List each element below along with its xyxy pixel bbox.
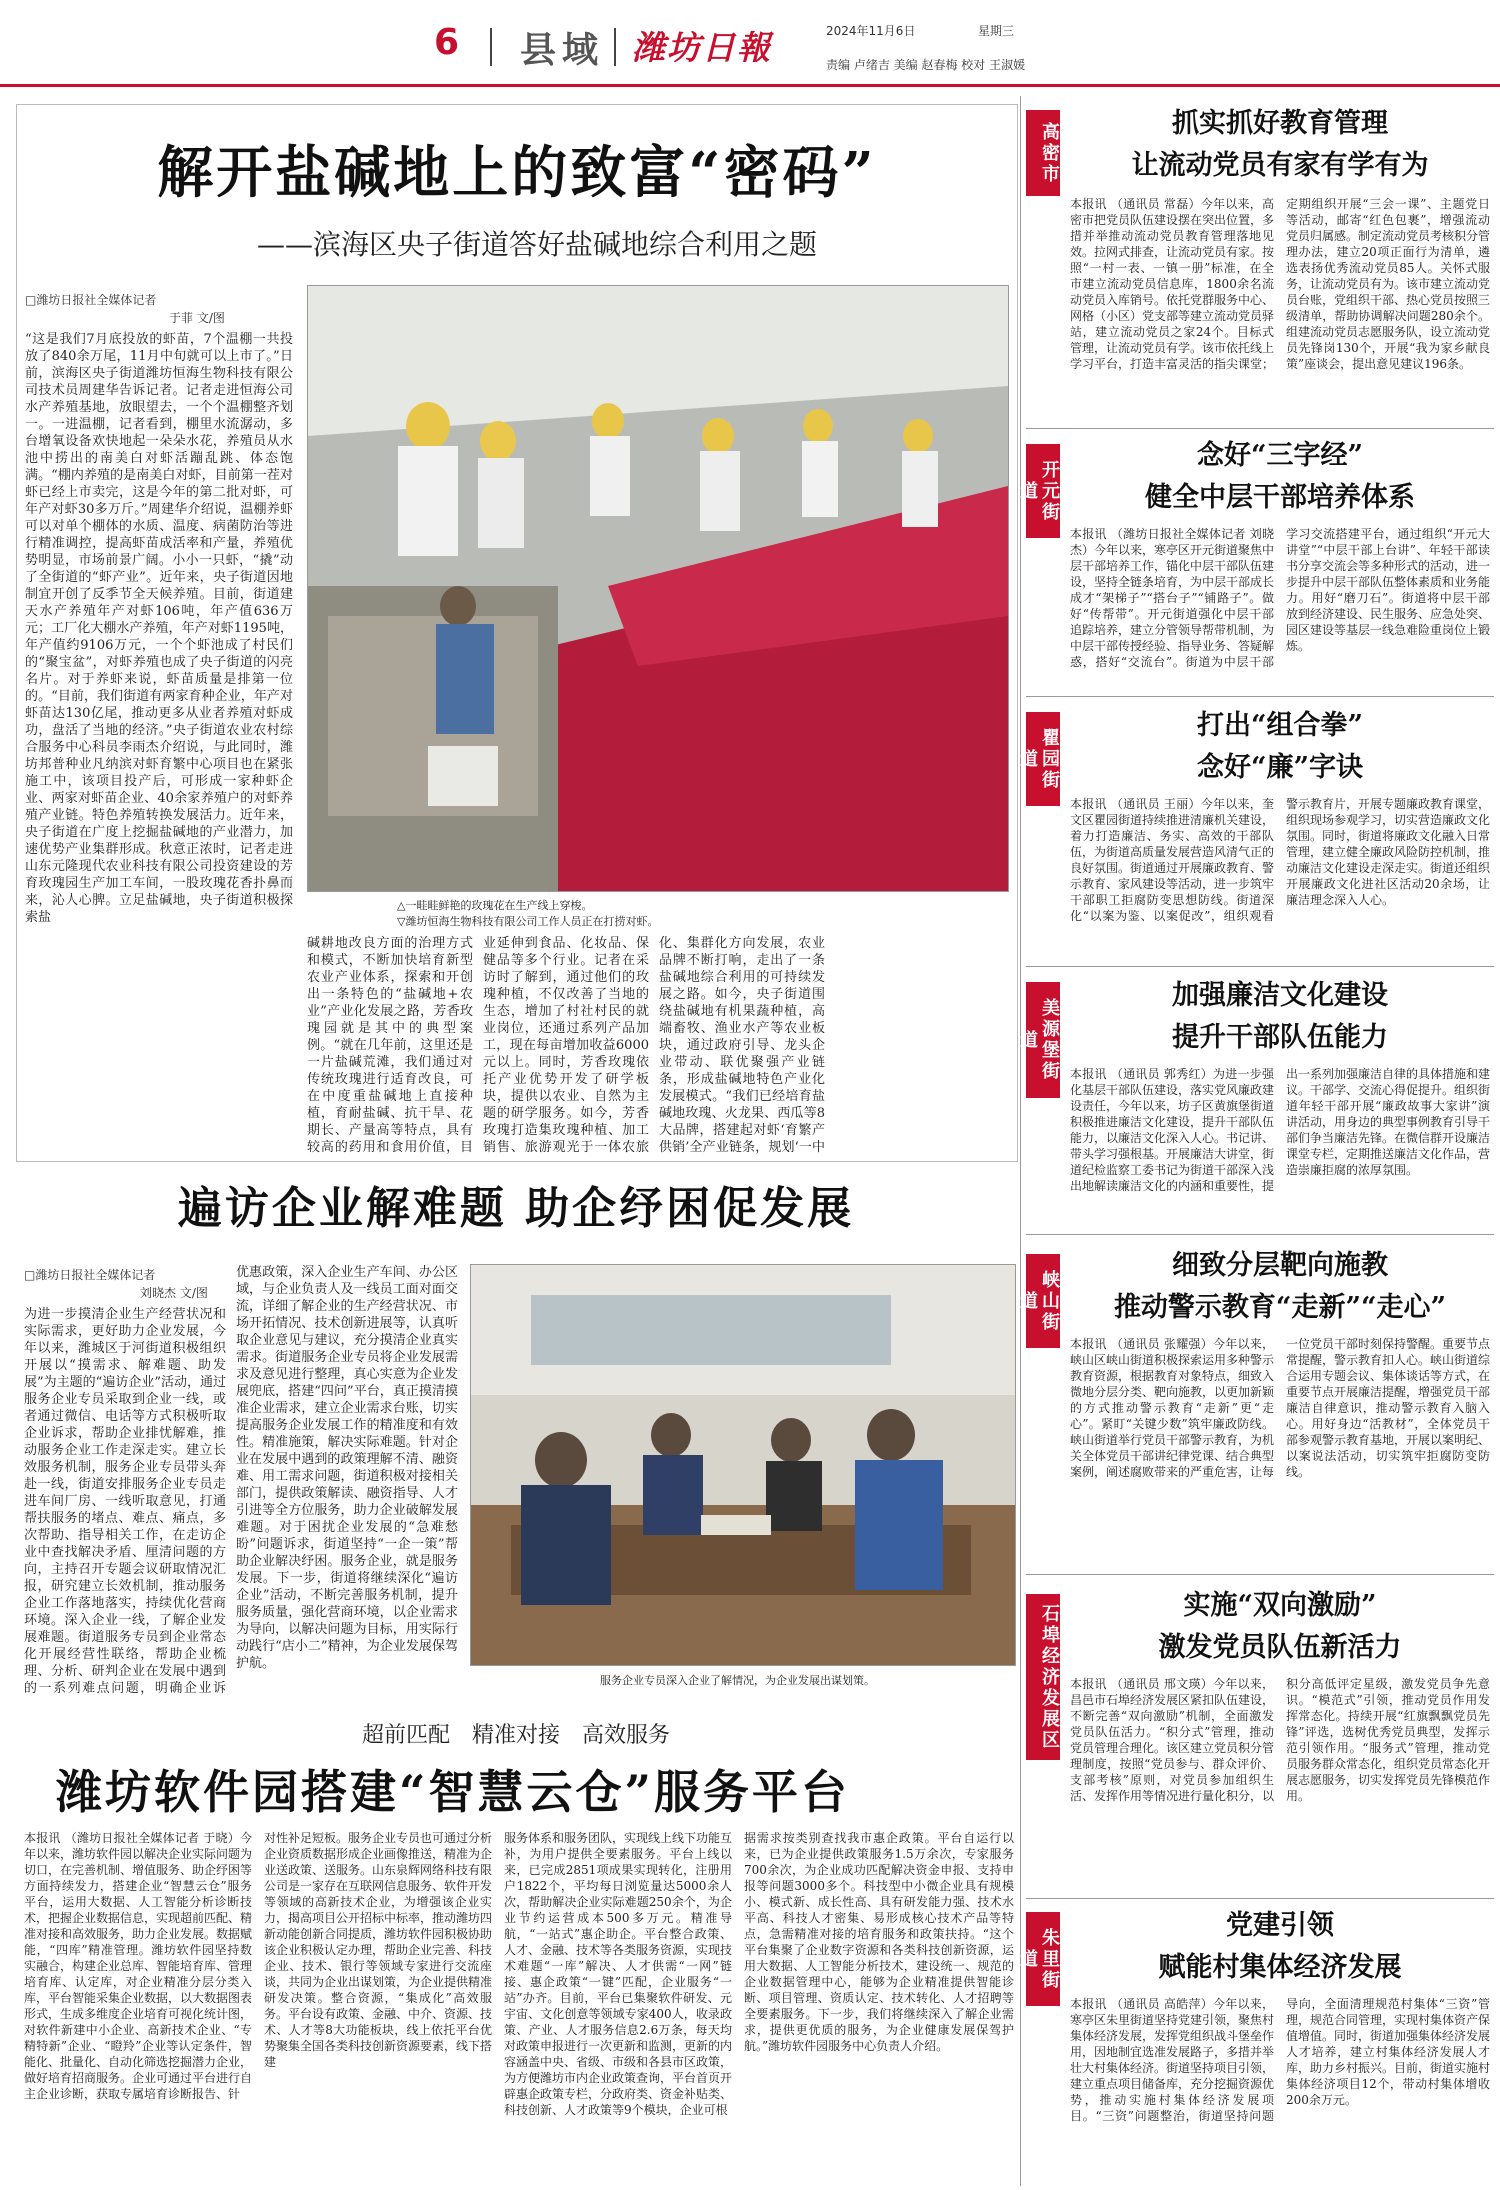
brief-title: 实施“双向激励”	[1183, 1590, 1377, 1621]
brief-title: 推动警示教育“走新”“走心”	[1113, 1292, 1447, 1323]
article-enterprise-header	[16, 1166, 1016, 1246]
district-tag: 高密市	[1026, 110, 1060, 196]
article-title: 遍访企业解难题 助企纾困促发展	[177, 1183, 855, 1234]
section-title: 县域	[520, 29, 605, 71]
article-body-col: 业延伸到食品、化妆品、保健品等多个行业。记者在采访时了解到，通过他们的玫瑰种植，不仅改善了当地的生态，增加了村社村民的就业岗位，还通过系列产品加工，现在每亩增加收益6000元以上。同时，芳香玫瑰依托产业优势开发了研学板块，提供以农业、自然为主题的研学服务。如今，芳香玫瑰打造集玫瑰种植、加工销售、旅游观光于一体农旅	[483, 936, 649, 1155]
article-body-col: 据需求按类别查找我市惠企政策。平台自运行以来，已为企业提供政策服务1.5万余次，专家服务700余次，为企业成功匹配解决资金申报、支持申报等问题3000多个。科技型中小微企业具有规模小、模式新、成长性高、具有研发能力强、技术水平高、科技人才密集、易形成核心技术产品等特点，急需精准对接的培育服务和政策扶持。“这个平台集聚了企业数字资源和各类科技创新资源，运用大数据、人工智能分析技术，建设统一、规范的企业数据管理中心，能够为企业精准提供智能诊断、项目管理、资质认定、技术转化、人才招聘等全要素服务。下一步，我们将继续深入了解企业需求，提供更优质的服务，为企业健康发展保驾护航。”潍坊软件园服务中心负责人介绍。	[744, 1831, 1014, 2053]
district-tag: 石埠经济发展区	[1026, 1594, 1060, 1760]
byline-author: 于菲 文/图	[169, 311, 225, 325]
article-body-col: 碱耕地改良方面的治理方式和模式，不断加快培育新型农业产业体系，探索和开创出一条特色的“盐碱地+农业”产业化发展之路，芳香玫瑰园就是其中的典型案例。“就在几年前，这里还是一片盐碱荒滩，我们通过对传统玫瑰进行适育改良，可在中度重盐碱地上直接种植，育耐盐碱、抗干旱、花期长、产量高等特点，具有较高的药用和食用价值，目	[307, 936, 473, 1155]
issue-weekday: 星期三	[978, 24, 1015, 38]
newspaper-logo: 潍坊日報	[632, 28, 772, 67]
masthead-rule	[0, 84, 1500, 87]
district-tag: 朱里街道	[1026, 1912, 1060, 2006]
district-tag: 瞿园街道	[1026, 712, 1060, 806]
article-subtitle: ——滨海区央子街道答好盐碱地综合利用之题	[256, 228, 817, 261]
brief-title: 健全中层干部培养体系	[1145, 482, 1415, 513]
brief-body: 本报讯 （通讯员 张耀强）今年以来，峡山区峡山街道积极探索运用多种警示教育资源，根据教育对象特点，细致入微地分层分类、靶向施教，以更加新颖的方式推动警示教育“走新”更“走心”。紧盯“关键少数”筑牢廉政防线。峡山街道举行党员干部警示教育，为机关全体党员干部讲纪律党课、结合典型案例，阐述腐败带来的严重危害，让每一位党员干部时刻保持警醒。重要节点常提醒，警示教育扣人心。峡山街道综合运用专题会议、集体谈话等方式，在重要节点开展廉洁提醒，增强党员干部廉洁自律意识，推动警示教育入脑入心。用好身边“活教材”，全体党员干部参观警示教育基地，开展以案明纪、以案说法活动，切实筑牢拒腐防变防线。	[1070, 1337, 1490, 1479]
article-kicker: 超前匹配 精准对接 高效服务	[361, 1723, 670, 1748]
brief-title: 抓实抓好教育管理	[1172, 108, 1388, 139]
brief-title: 提升干部队伍能力	[1172, 1022, 1388, 1053]
brief-body: 本报讯 （潍坊日报社全媒体记者 刘晓杰）今年以来，寒亭区开元街道聚焦中层干部培养工作，锚化中层干部队伍建设，坚持全链条培育，为中层干部成长成才“架梯子”“搭台子”“铺路子”。做好“传帮带”。开元街道强化中层干部追踪培养，建立分管领导帮带机制，为中层干部传授经验、指导业务、答疑解惑，搭好“交流台”。街道为中层干部学习交流搭建平台，通过组织“开元大讲堂”“中层干部上台讲”、年轻干部读书分享交流会等多种形式的活动，进一步提升中层干部队伍整体素质和业务能力。用好“磨刀石”。街道将中层干部放到经济建设、民生服务、应急处突、园区建设等基层一线急难险重岗位上锻炼。	[1070, 527, 1490, 669]
photo-caption: △一畦畦鲜艳的玫瑰花在生产线上穿梭。	[397, 899, 593, 912]
brief-divider	[1026, 696, 1494, 697]
byline-outlet: □潍坊日报社全媒体记者	[25, 293, 157, 307]
brief-title: 让流动党员有家有学有为	[1131, 150, 1429, 181]
district-tag: 开元街道	[1026, 444, 1060, 538]
issue-date: 2024年11月6日	[826, 24, 916, 38]
editor-credits: 责编 卢绪吉 美编 赵春梅 校对 王淑媛	[826, 58, 1026, 72]
brief-title: 细致分层靶向施教	[1172, 1250, 1388, 1281]
article-body-col: 为进一步摸清企业生产经营状况和实际需求，更好助力企业发展，今年以来，潍城区于河街道积极组织开展以“摸需求、解难题、助发展”为主题的“遍访企业”活动，通过服务企业专员采取到企业一线，或者通过微信、电话等方式积极听取企业诉求，帮助企业排忧解难，推动服务企业工作走深走实。建立长效服务机制，服务企业专员带头奔赴一线，街道安排服务企业专员走进车间厂房、一线听取意见，打通帮扶服务的堵点、难点、痛点，多次帮助、指导相关工作，在走访企业中查找解决矛盾、厘清问题的方向，主持召开专题会议研取情况汇报，研究建立长效机制，推动服务企业工作落地落实，持续优化营商环境。深入企业一线，了解企业发展难题。街道服务专员到企业常态化开展经营性联络，帮助企业梳理、分析、研判企业在发展中遇到的一系列难点问题，明确企业诉	[24, 1307, 226, 1696]
brief-divider	[1026, 1574, 1494, 1575]
article-body-col: “这是我们7月底投放的虾苗，7个温棚一共投放了840余万尾，11月中旬就可以上市了。”日前，滨海区央子街道潍坊恒海生物科技有限公司技术员周建华告诉记者。记者走进恒海公司水产养殖基地，放眼望去，一个个温棚整齐划一。一进温棚，记者看到，棚里水流潺动，多台增氧设备欢快地起一朵朵水花，养殖员从水池中捞出的南美白对虾活蹦乱跳、体态饱满。“棚内养殖的是南美白对虾，目前第一茬对虾已经上市卖完，这是今年的第二批对虾，可年产对虾30多万斤。”周建华介绍说，温棚养虾可以对单个棚体的水质、温度、病菌防治等进行精准调控，提高虾苗成活率和产量，养殖优势明显，市场前景广阔。小小一只虾，“撬”动了全街道的“虾产业”。近年来，央子街道因地制宜开创了反季节全天候养殖。目前，街道建天水产养殖年产对虾106吨，年产值636万元；工厂化大棚水产养殖，年产对虾1195吨，年产值约9106万元，一个个虾池成了村民们的“聚宝盆”，对虾养殖也成了央子街道的闪亮名片。对于养虾来说，虾苗质量是排第一位的。“目前，我们街道有两家育种企业，年产对虾苗达130亿尾，推动更多从业者养殖对虾成功，盘活了当地的经济。”央子街道农业农村综合服务中心科员李雨杰介绍说，与此同时，潍坊邦普种业凡纳滨对虾育繁中心项目也在紧张施工中，该项目投产后，可形成一家种虾企业、两家对虾苗企业、40余家养殖户的对虾养殖产业链。特色养殖转换发展活力。近年来，央子街道在广度上挖掘盐碱地的产业潜力，加速优势产业集群形成。秋意正浓时，记者走进山东元隆现代农业科技有限公司投资建设的芳育玫瑰园生产加工车间，一股玫瑰花香扑鼻而来，沁人心脾。立足盐碱地，央子街道积极探索盐	[25, 332, 293, 925]
article-body-col: 化、集群化方向发展，农业品牌不断打响，走出了一条盐碱地综合利用的可持续发展之路。如今，央子街道围绕盐碱地有机果蔬种植，高端畜牧、渔业水产等农业板块，通过政府引导、龙头企业带动、联优聚强产业链条，形成盐碱地特色产业化发展模式。“我们已经培育盐碱地玫瑰、火龙果、西瓜等8大品牌，搭建起对虾‘育繁产供销’全产业链条，规划‘一中	[659, 936, 825, 1155]
column-divider	[1020, 96, 1021, 2186]
byline-outlet: □潍坊日报社全媒体记者	[24, 1268, 156, 1282]
brief-body: 本报讯 （通讯员 郭秀红）为进一步强化基层干部队伍建设，落实党风廉政建设责任，今年以来，坊子区黄旗堡街道积极推进廉洁文化建设，提升干部队伍能力，以廉洁文化深入人心。书记讲、带头学习强根基。开展廉洁大讲堂，街道纪检监察工委书记为街道干部深入浅出地解读廉洁文化的内涵和重要性，提出一系列加强廉洁自律的具体措施和建议。干部学、交流心得促提升。组织街道年轻干部开展“廉政故事大家讲”演讲活动，用身边的典型事例教育引导干部们争当廉洁先锋。在微信群开设廉洁课堂专栏，定期推送廉洁文化作品，营造崇廉拒腐的浓厚氛围。	[1070, 1067, 1490, 1193]
article-photo	[307, 285, 1009, 892]
brief-title: 激发党员队伍新活力	[1158, 1632, 1402, 1663]
article-saline-land	[16, 104, 1018, 1162]
brief-divider	[1026, 1234, 1494, 1235]
page-number: 6	[434, 22, 460, 63]
district-tag: 美源堡街道	[1026, 982, 1060, 1098]
article-title: 潍坊软件园搭建“智慧云仓”服务平台	[56, 1765, 850, 1819]
article-body-col: 服务体系和服务团队，实现线上线下功能互补，为用户提供全要素服务。平台上线以来，已完成2851项成果实现转化，注册用户1822个，平均每日浏览量达5000余人次，帮助解决企业实际难题250余个，为企业节约运营成本500多万元。精准导航，“一站式”惠企助企。平台整合政策、人才、金融、技术等各类服务资源，实现技术难题“一库”解决、人才供需“一网”链接、惠企政策“一键”匹配，企业服务“一站”办齐。目前，平台已集聚软件研发、元宇宙、文化创意等领域专家400人，收录政策、产业、人才服务信息2.6万条，每天均对政策申报进行一次更新和监测，更新的内容涵盖中央、省级、市级和各县市区政策，为方便潍坊市内企业政策查询，平台首页开辟惠企政策专栏，分政府类、资金补贴类、科技创新、人才政策等9个模块，企业可根	[504, 1831, 732, 2117]
photo-rose-line	[308, 286, 1008, 891]
brief-divider	[1026, 428, 1494, 429]
brief-title: 念好“三字经”	[1196, 440, 1364, 471]
photo-caption: 服务企业专员深入企业了解情况，为企业发展出谋划策。	[600, 1674, 875, 1687]
brief-title: 打出“组合拳”	[1196, 710, 1364, 741]
byline-author: 刘晓杰 文/图	[140, 1286, 208, 1300]
divider	[614, 28, 616, 66]
brief-body: 本报讯 （通讯员 王丽）今年以来，奎文区瞿园街道持续推进清廉机关建设，着力打造廉洁、务实、高效的干部队伍，为街道高质量发展营造风清气正的良好氛围。街道通过开展廉政教育、警示教育、家风建设等活动，进一步筑牢干部职工拒腐防变思想防线。街道深化“以案为鉴、以案促改”，组织观看警示教育片，开展专题廉政教育课堂，组织现场参观学习，切实营造廉政文化氛围。同时，街道将廉政文化融入日常管理，建立健全廉政风险防控机制，推动廉洁文化建设走深走实。街道还组织开展廉政文化进社区活动20余场，让廉洁理念深入人心。	[1070, 797, 1490, 923]
masthead	[0, 0, 1500, 92]
district-tag: 峡山街道	[1026, 1254, 1060, 1348]
article-photo	[470, 1264, 1016, 1666]
brief-body: 本报讯 （通讯员 常磊）今年以来，高密市把党员队伍建设摆在突出位置，多措并举推动流动党员教育管理落地见效。拉网式排查，让流动党员有家。按照“一村一表、一镇一册”标准，在全市建立流动党员信息库，1800余名流动党员入库销号。依托党群服务中心、网格（小区）党支部等建立流动党员驿站，建立流动党员之家24个。目标式管理，让流动党员有学。该市依托线上学习平台，打造丰富灵活的指尖课堂；定期组织开展“三会一课”、主题党日等活动，邮寄“红色包裹”，增强流动党员归属感。制定流动党员考核积分管理办法，建立20项正面行为清单，遴选表扬优秀流动党员85人。关怀式服务，让流动党员有为。该市建立流动党员台账，党组织干部、热心党员按照三级清单，帮助协调解决问题280余个。组建流动党员志愿服务队，设立流动党员先锋岗130个，开展“我为家乡献良策”座谈会，提出意见建议196条。	[1070, 197, 1490, 371]
brief-body: 本报讯 （通讯员 高皓萍）今年以来，寒亭区朱里街道坚持党建引领，聚焦村集体经济发展，发挥党组织战斗堡垒作用，因地制宜选准发展路子，多措并举壮大村集体经济。街道坚持项目引领，建立重点项目储备库，充分挖掘资源优势，推动实施村集体经济发展项目。“三资”问题整治，街道坚持问题导向，全面清理规范村集体“三资”管理，规范合同管理，实现村集体资产保值增值。同时，街道加强集体经济发展人才培养，建立村集体经济发展人才库，助力乡村振兴。目前，街道实施村集体经济项目12个，带动村集体增收200余万元。	[1070, 1997, 1490, 2123]
brief-divider	[1026, 966, 1494, 967]
article-body-col: 优惠政策，深入企业生产车间、办公区域，与企业负责人及一线员工面对面交流，详细了解企业的生产经营状况、市场开拓情况、技术创新进展等，认真听取企业意见与建议，充分摸清企业真实需求。街道服务企业专员将企业发展需求及意见进行整理，真心实意为企业发展兜底，搭建“四问”平台，真正摸清摸准企业需求，建立企业需求台账，切实提高服务企业发展工作的精准度和有效性。精准施策，解决实际难题。针对企业在发展中遇到的政策理解不清、融资难、用工需求问题，街道积极对接相关部门，提供政策解读、融资指导、人才引进等全方位服务，助力企业破解发展难题。对于困扰企业发展的“急难愁盼”问题诉求，街道坚持“一企一策”帮助企业解决纾困。服务企业，就是服务发展。下一步，街道将继续深化“遍访企业”活动，不断完善服务机制，提升服务质量，强化营商环境，以企业需求为导向，以解决问题为目标，用实际行动践行“店小二”精神，为企业发展保驾护航。	[236, 1265, 458, 1671]
brief-title: 党建引领	[1226, 1910, 1334, 1941]
article-title: 解开盐碱地上的致富“密码”	[157, 140, 877, 206]
divider	[490, 28, 492, 66]
brief-title: 赋能村集体经济发展	[1158, 1952, 1402, 1983]
article-body-col: 对性补足短板。服务企业专员也可通过分析企业资质数据形成企业画像推送，精准为企业送政策、送服务。山东泉辉网络科技有限公司是一家存在互联网信息服务、软件开发等领域的高新技术企业，为增强该企业实力，揭高项目公开招标中标率，推动潍坊四新动能创新合同提质，潍坊软件园积极协助该企业积极认定办理，帮助企业完善、科技企业、技术、银行等领域专家进行交流座谈，共同为企业出谋划策，为企业提供精准研发决策。整合资源，“集成化”高效服务。平台设有政策、金融、中介、资源、技术、人才等8大功能板块，线上依托平台优势聚集全国各类科技创新资源要素，线下搭建	[264, 1831, 492, 2069]
brief-divider	[1026, 1898, 1494, 1899]
brief-title: 加强廉洁文化建设	[1172, 980, 1388, 1011]
photo-caption: ▽潍坊恒海生物科技有限公司工作人员正在打捞对虾。	[397, 915, 659, 928]
brief-body: 本报讯 （通讯员 邢文瑛）今年以来，昌邑市石埠经济发展区紧扣队伍建设，不断完善“双向激励”机制，全面激发党员队伍活力。“积分式”管理，推动党员管理合理化。该区建立党员积分管理制度，按照“党员参与、群众评价、支部考核”原则，对党员参加组织生活、发挥作用等情况进行量化积分，以积分高低评定星级，激发党员争先意识。“模范式”引领，推动党员作用发挥常态化。持续开展“红旗飘飘党员先锋”评选，选树优秀党员典型，发挥示范引领作用。“服务式”管理，推动党员服务群众常态化，组织党员常态化开展志愿服务，切实发挥党员先锋模范作用。	[1070, 1677, 1490, 1803]
photo-meeting	[471, 1265, 1015, 1665]
brief-title: 念好“廉”字诀	[1196, 752, 1364, 783]
article-body-col: 本报讯 （潍坊日报社全媒体记者 于晓）今年以来，潍坊软件园以解决企业实际问题为切口，在完善机制、增值服务、助企纾困等方面持续发力，搭建企业“智慧云仓”服务平台，运用大数据、人工智能分析诊断技术，把握企业数据信息，实现超前匹配、精准对接和高效服务，助力企业发展。数据赋能，“四库”精准管理。潍坊软件园坚持数实融合，构建企业总库、智能培育库、管理培育库、认定库，对企业精准分层分类入库，平台智能采集企业数据，以大数据图表形式，生成多维度企业培育可视化统计图，对软件新建中小企业、高新技术企业、“专精特新”企业、“瞪羚”企业等认定条件，智能化、批量化、自动化筛选挖掘潜力企业，做好培育招商服务。企业可通过平台进行自主企业诊断，获取专属培育诊断报告、针	[24, 1831, 252, 2101]
